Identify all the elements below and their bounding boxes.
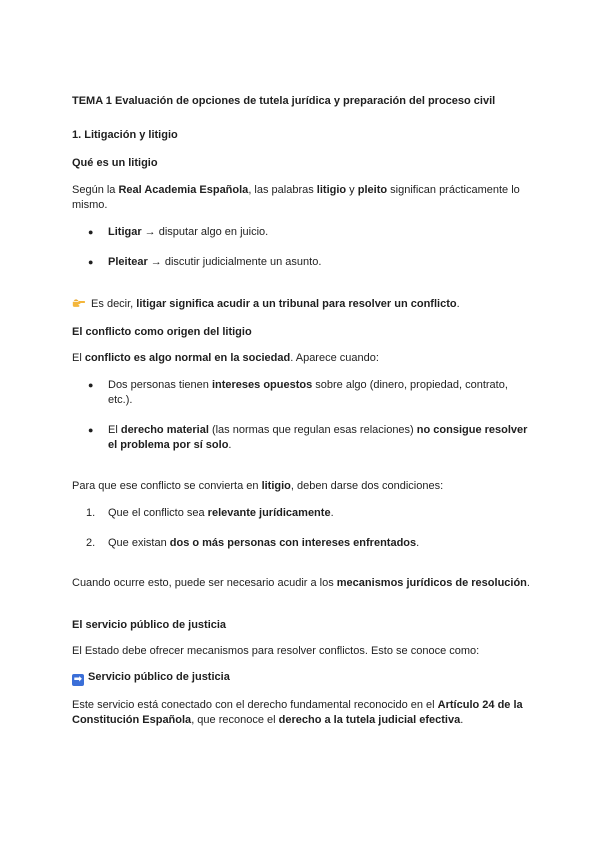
subheading-conflicto: El conflicto como origen del litigio (72, 326, 252, 338)
bold-text: conflicto es algo normal en la sociedad (84, 352, 291, 364)
bold-text: Artículo 24 de la Constitución Española (72, 699, 523, 726)
bullet-icon: ● (88, 380, 94, 390)
bold-text: intereses opuestos (211, 379, 313, 391)
text: Para que ese conflicto se convierta en (72, 480, 262, 492)
text: Es decir, (88, 298, 137, 310)
text: . (228, 439, 232, 451)
paragraph-es-decir (72, 296, 532, 312)
text: sobre algo (dinero, propiedad, contrato, etc.). (108, 379, 508, 406)
text: , deben darse dos condiciones: (290, 480, 444, 492)
bullet-icon: ● (88, 257, 94, 267)
bold-text: Pleitear (108, 256, 148, 268)
text: Según la (72, 184, 119, 196)
bold-text: relevante jurídicamente (207, 507, 331, 519)
paragraph-articulo-24 (72, 698, 532, 728)
text: . (526, 577, 530, 589)
bold-text: litigio (261, 480, 291, 492)
paragraph-servicio-publico (72, 670, 532, 686)
text: → discutir judicialmente un asunto. (147, 256, 322, 268)
subheading-servicio-publico: El servicio público de justicia (72, 619, 227, 631)
text: y (346, 184, 358, 196)
right-arrow-icon: ➡ (73, 674, 83, 685)
text: El (108, 424, 121, 436)
text: Que el conflicto sea (108, 507, 208, 519)
paragraph-conflicto (72, 351, 532, 366)
text: significan prácticamente lo mismo. (72, 184, 520, 211)
text: El (72, 352, 85, 364)
text: Que existan (108, 537, 170, 549)
list-number: 1. (86, 507, 96, 519)
document-title: TEMA 1 Evaluación de opciones de tutela jurídica y preparación del proceso civil (72, 95, 496, 107)
bold-text: derecho a la tutela judicial efectiva (278, 714, 461, 726)
bold-text: mecanismos jurídicos de resolución (336, 577, 527, 589)
bold-text: derecho material (120, 424, 209, 436)
bold-text: Litigar (108, 226, 142, 238)
paragraph-condiciones (72, 479, 532, 494)
text: . (330, 507, 334, 519)
paragraph-mecanismos (72, 576, 532, 591)
text: → disputar algo en juicio. (141, 226, 269, 238)
text: Cuando ocurre esto, puede ser necesario acudir a los (72, 577, 337, 589)
bullet-icon: ● (88, 227, 94, 237)
text: Dos personas tienen (108, 379, 212, 391)
bold-text: litigio (316, 184, 347, 196)
bullet-icon: ● (88, 425, 94, 435)
bold-text: no consigue resolver el problema por sí solo (108, 424, 528, 451)
text: , que reconoce el (191, 714, 279, 726)
text: . (460, 714, 464, 726)
section-heading-litigacion: 1. Litigación y litigio (72, 129, 178, 141)
pointing-hand-icon (72, 296, 85, 309)
bold-text: pleito (357, 184, 388, 196)
bold-text: Real Academia Española (118, 184, 249, 196)
text: . (456, 298, 460, 310)
text: Este servicio está conectado con el derecho fundamental reconocido en el (72, 699, 438, 711)
subheading-que-es-litigio: Qué es un litigio (72, 157, 158, 169)
paragraph-rae (72, 183, 532, 213)
bold-text: dos o más personas con intereses enfrentados (169, 537, 417, 549)
text: . (416, 537, 420, 549)
text: . Aparece cuando: (290, 352, 379, 364)
list-number: 2. (86, 537, 96, 549)
bold-text: Servicio público de justicia (88, 671, 230, 683)
bold-text: litigar significa acudir a un tribunal para resolver un conflicto (136, 298, 457, 310)
text: , las palabras (248, 184, 317, 196)
paragraph-estado: El Estado debe ofrecer mecanismos para resolver conflictos. Esto se conoce como: (72, 645, 480, 657)
text: (las normas que regulan esas relaciones) (208, 424, 417, 436)
